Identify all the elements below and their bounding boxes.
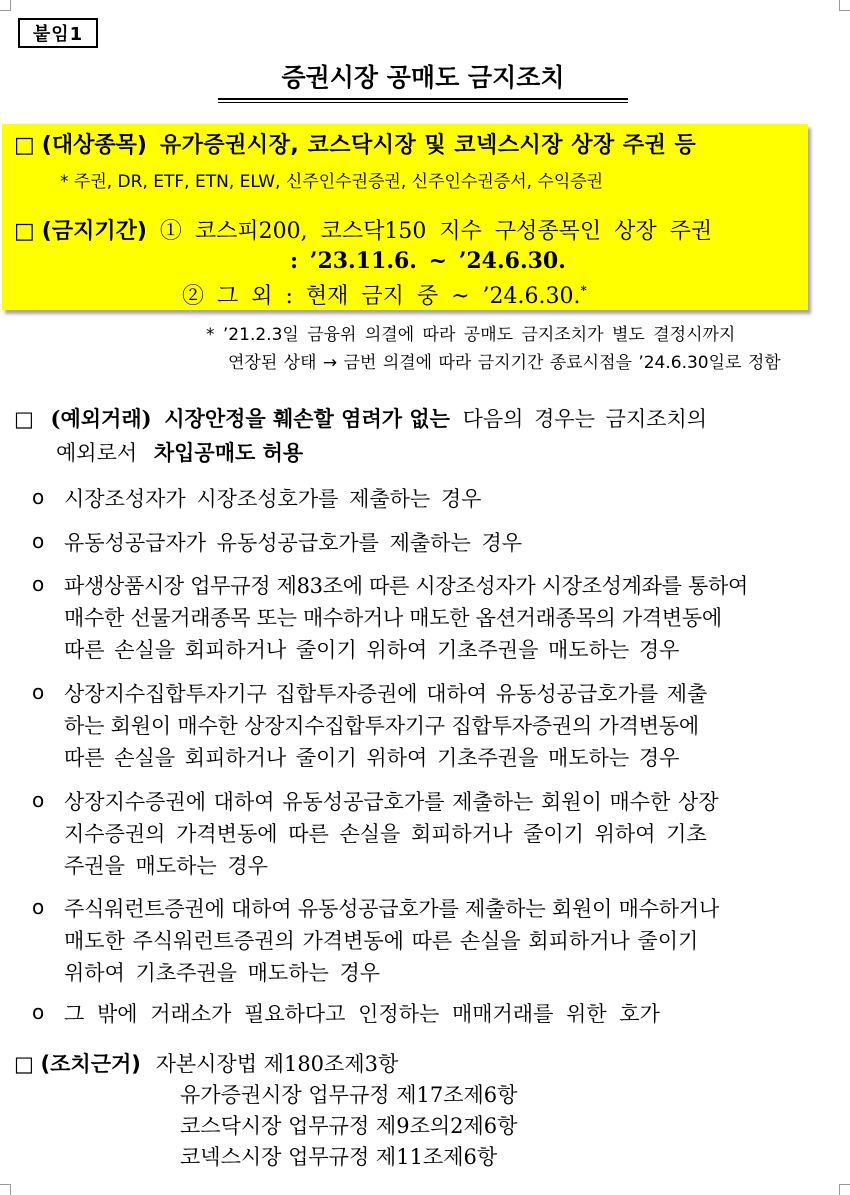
- footnote-line2: 연장된 상태 → 금번 의결에 따라 금지기간 종료시점을 ’24.6.30일로 정함: [228, 353, 781, 373]
- exception-bold1: 시장안정을 훼손할 염려가 없는: [164, 406, 450, 431]
- basis-line: 자본시장법 제180조제3항: [155, 1052, 399, 1076]
- list-item-line: 시장조성자가 시장조성호가를 제출하는 경우: [64, 487, 482, 511]
- checkbox-square-icon: □: [14, 133, 35, 158]
- period-item1: ① 코스피200, 코스닥150 지수 구성종목인 상장 주권: [159, 219, 713, 244]
- exception-text1: 다음의 경우는 금지조치의: [462, 407, 708, 431]
- list-item-line: 그 밖에 거래소가 필요하다고 인정하는 매매거래를 위한 호가: [64, 1002, 660, 1026]
- bullet-icon: o: [32, 529, 45, 553]
- corner-mark-bottom-right: [839, 1184, 850, 1195]
- list-item-line: 하는 회원이 매수한 상장지수집합투자기구 집합투자증권의 가격변동에: [64, 714, 699, 738]
- list-item-line: 따른 손실을 회피하거나 줄이기 위하여 기초주권을 매도하는 경우: [64, 638, 680, 662]
- attachment-badge: 붙임1: [18, 18, 98, 48]
- target-note: * 주권, DR, ETF, ETN, ELW, 신주인수권증권, 신주인수권증서, 수익증권: [60, 172, 604, 192]
- basis-label: (조치근거): [40, 1052, 141, 1076]
- bullet-icon: o: [32, 895, 45, 919]
- title-underline: [218, 98, 628, 100]
- list-item-line: 상장지수집합투자기구 집합투자증권에 대하여 유동성공급호가를 제출: [64, 682, 708, 706]
- period-section: [14, 214, 712, 245]
- list-item-line: 매수한 선물거래종목 또는 매수하거나 매도한 옵션거래종목의 가격변동에: [64, 606, 722, 630]
- list-item-line: 유동성공급자가 유동성공급호가를 제출하는 경우: [64, 531, 523, 555]
- exception-section: [14, 403, 707, 433]
- period-label: (금지기간): [41, 219, 147, 244]
- bullet-icon: o: [32, 680, 45, 704]
- target-text: 유가증권시장, 코스닥시장 및 코넥스시장 상장 주권 등: [159, 133, 697, 158]
- period-item1-dates: : ’23.11.6. ~ ’24.6.30.: [290, 248, 566, 274]
- target-label: (대상종목): [41, 133, 147, 158]
- bullet-icon: o: [32, 485, 45, 509]
- bullet-icon: o: [32, 1000, 45, 1024]
- basis-line: 유가증권시장 업무규정 제17조제6항: [180, 1083, 518, 1107]
- corner-mark-bottom-left: [0, 1184, 11, 1195]
- checkbox-square-icon: □: [14, 1052, 34, 1076]
- bullet-icon: o: [32, 788, 45, 812]
- list-item-line: 파생상품시장 업무규정 제83조에 따른 시장조성자가 시장조성계좌를 통하여: [64, 574, 748, 598]
- list-item-line: 매도한 주식워런트증권의 가격변동에 따른 손실을 회피하거나 줄이기: [64, 929, 699, 953]
- bullet-icon: o: [32, 572, 45, 596]
- list-item-line: 따른 손실을 회피하거나 줄이기 위하여 기초주권을 매도하는 경우: [64, 746, 680, 770]
- corner-mark-top-right: [839, 0, 850, 11]
- basis-line: 코넥스시장 업무규정 제11조제6항: [180, 1145, 498, 1169]
- exception-label: (예외거래): [50, 406, 152, 431]
- exception-text2: 예외로서: [56, 441, 138, 465]
- checkbox-square-icon: □: [14, 407, 34, 431]
- list-item-line: 위하여 기초주권을 매도하는 경우: [64, 961, 381, 985]
- basis-section: [14, 1048, 398, 1078]
- footnote-line1: * ’21.2.3일 금융위 의결에 따라 공매도 금지조치가 별도 결정시까지: [206, 325, 736, 345]
- list-item-line: 상장지수증권에 대하여 유동성공급호가를 제출하는 회원이 매수한 상장: [64, 790, 719, 814]
- list-item-line: 주권을 매도하는 경우: [64, 854, 268, 878]
- target-section: [14, 128, 696, 159]
- exception-bold2: 차입공매도 허용: [153, 440, 304, 465]
- corner-mark-top-left: [0, 0, 11, 11]
- list-item-line: 주식워런트증권에 대하여 유동성공급호가를 제출하는 회원이 매수하거나: [64, 897, 720, 921]
- list-item-line: 지수증권의 가격변동에 따른 손실을 회피하거나 줄이기 위하여 기초: [64, 822, 707, 846]
- period-item2-row: [182, 279, 587, 310]
- exception-line2: [56, 437, 303, 467]
- period-item2: ② 그 외 : 현재 금지 중 ~ ’24.6.30.: [182, 284, 581, 309]
- footnote-mark: *: [580, 283, 587, 298]
- title-underline-thin: [218, 102, 628, 103]
- page-title: 증권시장 공매도 금지조치: [281, 63, 565, 92]
- basis-line: 코스닥시장 업무규정 제9조의2제6항: [180, 1114, 518, 1138]
- checkbox-square-icon: □: [14, 219, 35, 244]
